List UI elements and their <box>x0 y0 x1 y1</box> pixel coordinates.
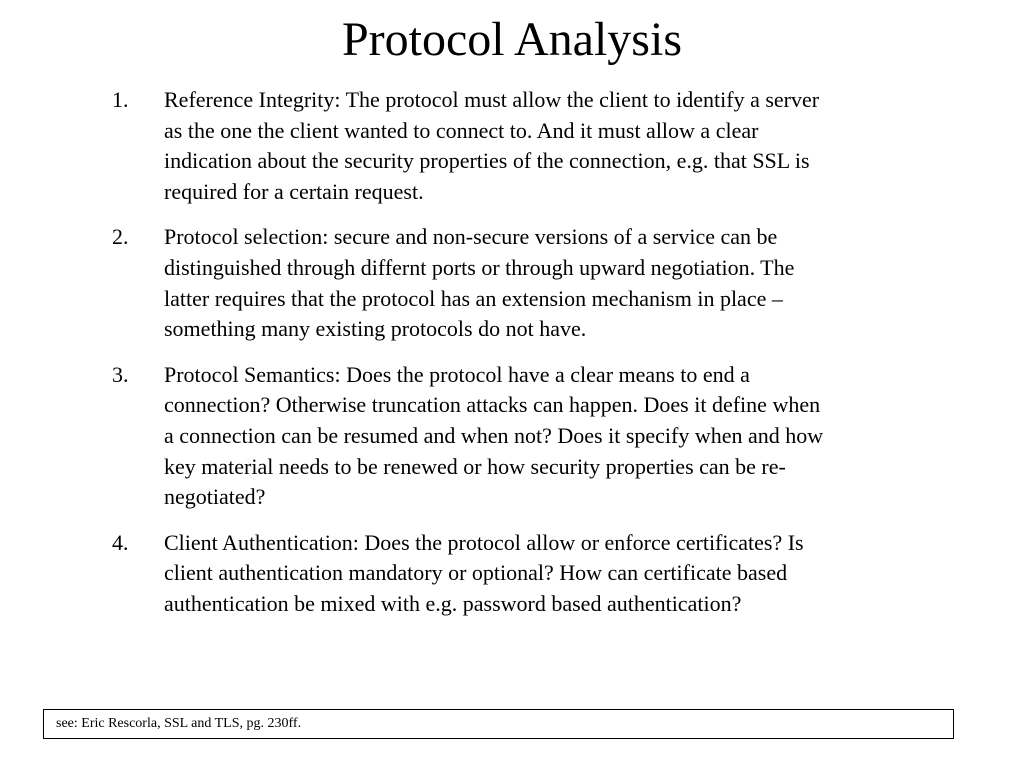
list-item-protocol-semantics <box>112 360 832 513</box>
list-item-text: Protocol selection: secure and non-secure versions of a service can be distinguished through differnt ports or through upward negotiation. The latter requires that the protocol has an extension mechanism in place – something many existing protocols do not have. <box>164 224 795 342</box>
slide-title: Protocol Analysis <box>341 13 682 66</box>
list-item-reference-integrity <box>112 85 832 207</box>
list-item-number: 3. <box>112 361 129 387</box>
list-item-text: Client Authentication: Does the protocol allow or enforce certificates? Is client authentication mandatory or optional? How can certificate based authentication be mixed with e.g. password based authentication? <box>164 529 804 616</box>
list-item-text: Protocol Semantics: Does the protocol have a clear means to end a connection? Otherwise truncation attacks can happen. Does it define when a connection can be resumed and when not? Does it specify when and how key material needs to be renewed or how security properties can be re-negotiated? <box>164 361 824 510</box>
footnote-text: see: Eric Rescorla, SSL and TLS, pg. 230ff. <box>56 716 302 731</box>
list-item-client-authentication <box>112 528 832 620</box>
footnote-box <box>43 709 954 739</box>
numbered-list <box>112 85 832 635</box>
list-item-number: 1. <box>112 87 129 112</box>
list-item-protocol-selection <box>112 222 832 344</box>
list-item-number: 4. <box>112 529 129 555</box>
list-item-number: 2. <box>112 224 129 250</box>
list-item-text: Reference Integrity: The protocol must allow the client to identify a server as the one the client wanted to connect to. And it must allow a clear indication about the security properties of the connection, e.g. that SSL is required for a certain request. <box>164 87 820 204</box>
